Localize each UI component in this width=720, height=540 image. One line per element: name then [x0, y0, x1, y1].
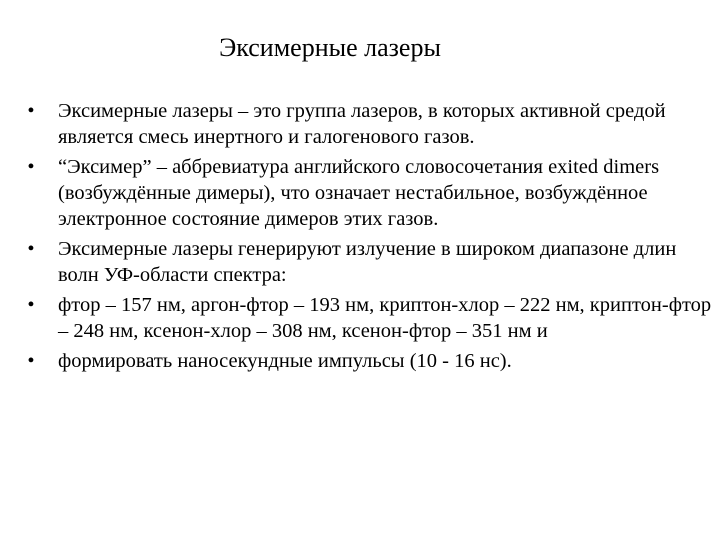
bullet-list [24, 98, 716, 378]
bullet-dot-icon: • [27, 350, 35, 372]
bullet-item [24, 236, 716, 288]
bullet-text: Эксимерные лазеры – это группа лазеров, в которых активной средой является смесь инертного и галогенового газов. [58, 100, 666, 148]
bullet-item [24, 98, 716, 150]
bullet-item [24, 154, 716, 232]
bullet-item [24, 348, 716, 374]
bullet-text: “Эксимер” – аббревиатура английского словосочетания exited dimers (возбуждённые димеры), что означает нестабильное, возбуждённое электронное состояние димеров этих газов. [58, 156, 660, 230]
bullet-text: Эксимерные лазеры генерируют излучение в широком диапазоне длин волн УФ-области спектра: [58, 238, 677, 286]
bullet-dot-icon: • [27, 294, 35, 316]
bullet-dot-icon: • [27, 156, 35, 178]
bullet-dot-icon: • [27, 238, 35, 260]
bullet-dot-icon: • [27, 100, 35, 122]
slide-title: Эксимерные лазеры [219, 33, 441, 62]
bullet-text: фтор – 157 нм, аргон-фтор – 193 нм, криптон-хлор – 222 нм, криптон-фтор – 248 нм, ксенон-хлор – 308 нм, ксенон-фтор – 351 нм и [58, 294, 712, 342]
bullet-text: формировать наносекундные импульсы (10 - 16 нс). [58, 350, 512, 372]
bullet-item [24, 292, 716, 344]
